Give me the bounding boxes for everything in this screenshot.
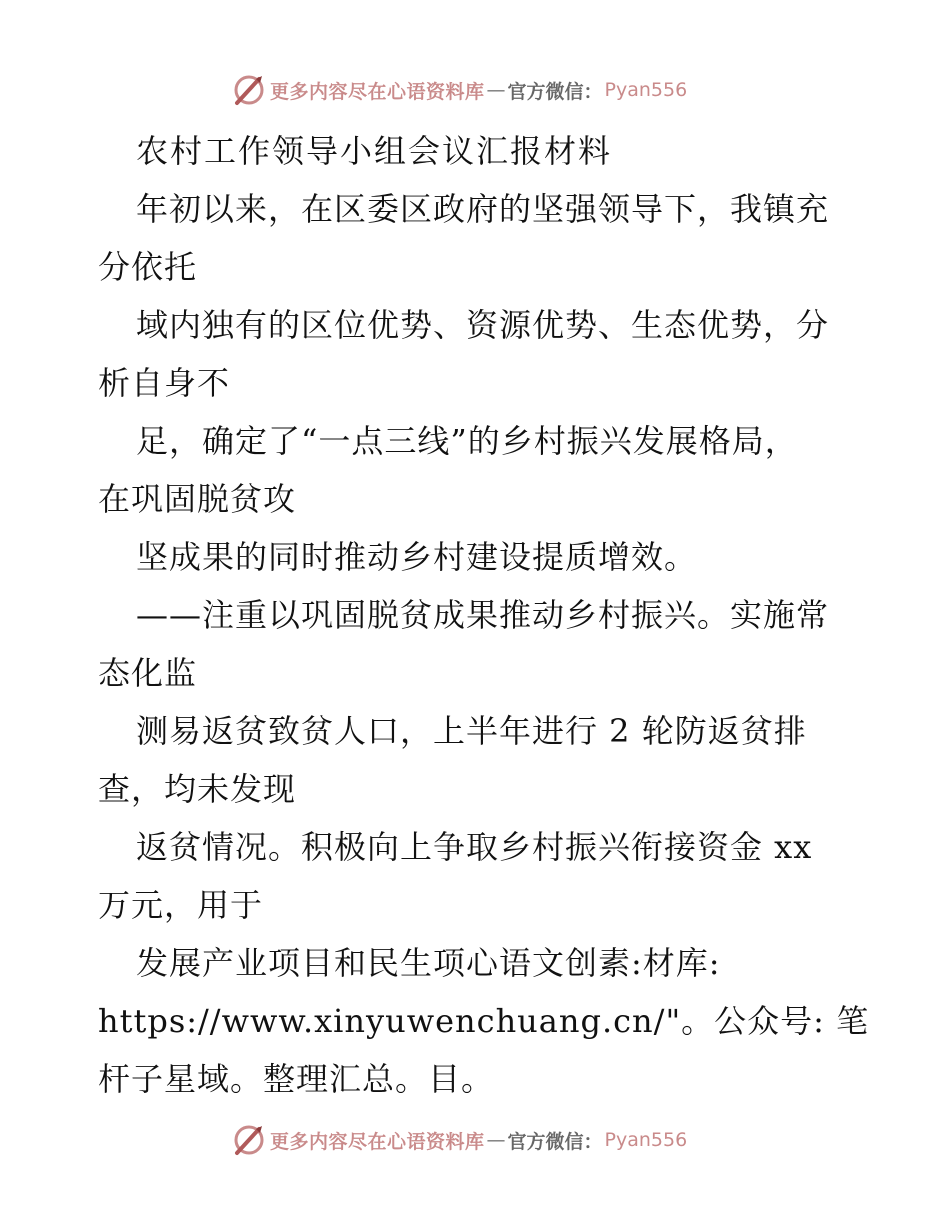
paragraph-line: 查，均未发现: [98, 770, 297, 808]
footer-banner: [232, 1120, 712, 1160]
paragraph-line: https://www.xinyuwenchuang.cn/"。公众号: 笔: [98, 1002, 870, 1040]
paragraph-line: 万元，用于: [98, 886, 264, 924]
paragraph-line: 坚成果的同时推动乡村建设提质增效。: [136, 538, 698, 576]
banner-dash: —: [486, 79, 506, 101]
paragraph-line: 杆子星域。整理汇总。目。: [98, 1060, 495, 1098]
paragraph-line: 态化监: [98, 654, 198, 692]
paragraph-line: 在巩固脱贫攻: [98, 480, 297, 518]
paragraph-line: 足，确定了“一点三线”的乡村振兴发展格局，: [136, 422, 798, 460]
document-title: 农村工作领导小组会议汇报材料: [136, 132, 613, 170]
paragraph-line: 分依托: [98, 248, 198, 286]
banner-wechat-handle: Pyan556: [604, 1129, 688, 1151]
pen-logo-icon: [232, 1123, 266, 1157]
banner-title: 更多内容尽在心语资料库: [270, 1130, 485, 1153]
document-body: [98, 122, 870, 1108]
paragraph-line: 析自身不: [98, 364, 231, 402]
banner-title: 更多内容尽在心语资料库: [270, 80, 485, 103]
paragraph-line: 域内独有的区位优势、资源优势、生态优势，分: [136, 306, 830, 344]
paragraph-line: 返贫情况。积极向上争取乡村振兴衔接资金 xx: [136, 828, 813, 866]
paragraph-line: 年初以来，在区委区政府的坚强领导下，我镇充: [136, 190, 830, 228]
header-banner: [232, 70, 712, 110]
paragraph-line: 发展产业项目和民生项心语文创素:材库:: [136, 944, 721, 982]
paragraph-line: ——注重以巩固脱贫成果推动乡村振兴。实施常: [136, 596, 830, 634]
banner-wechat-label: 官方微信：: [507, 1130, 603, 1153]
banner-wechat-handle: Pyan556: [604, 79, 688, 101]
banner-dash: —: [486, 1129, 506, 1151]
pen-logo-icon: [232, 73, 266, 107]
banner-wechat-label: 官方微信：: [507, 80, 603, 103]
paragraph-line: 测易返贫致贫人口，上半年进行 2 轮防返贫排: [136, 712, 807, 750]
